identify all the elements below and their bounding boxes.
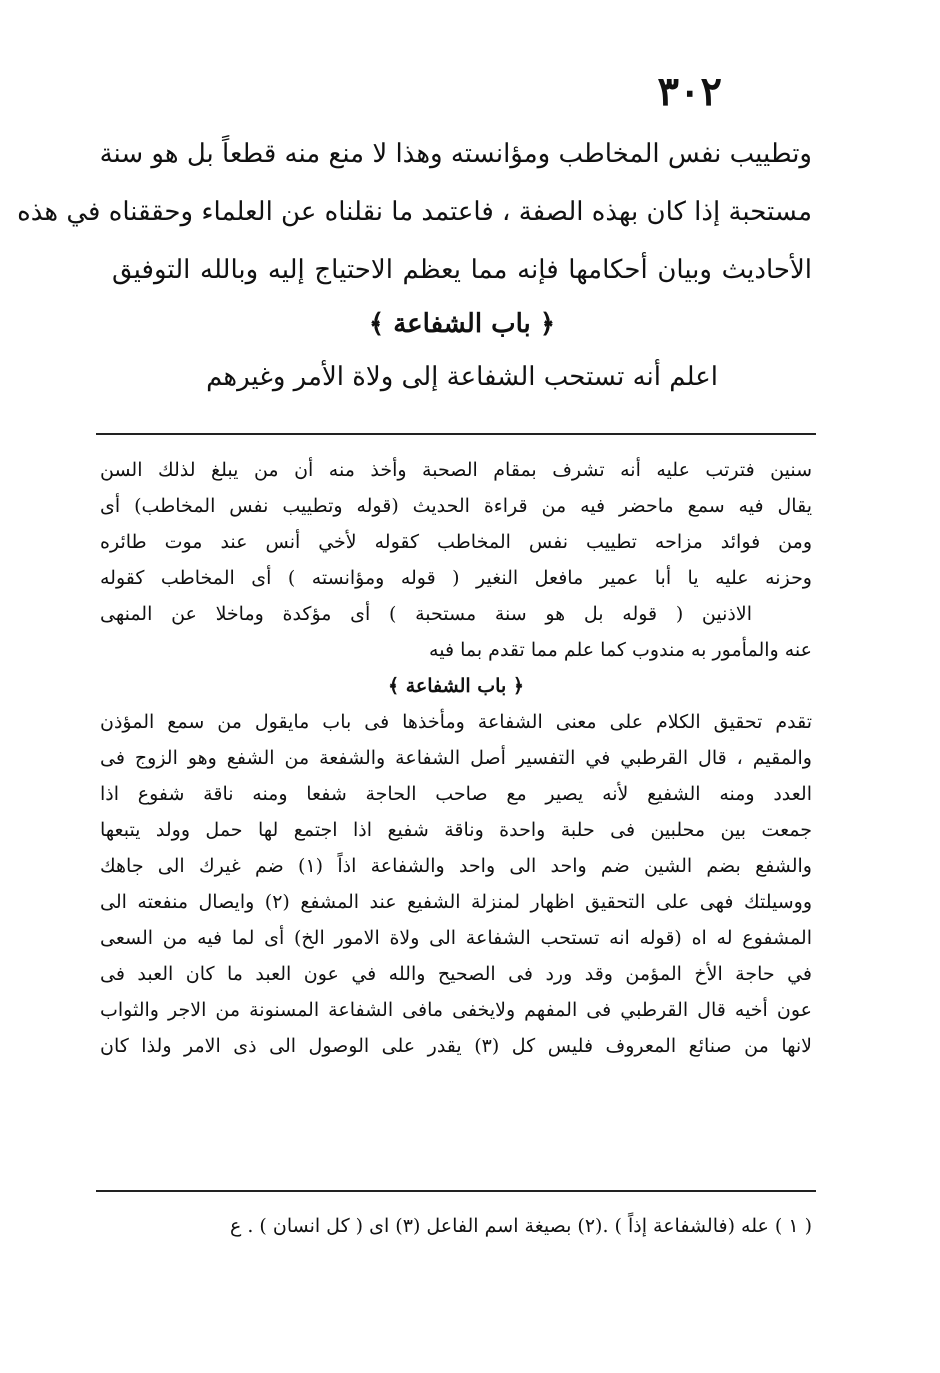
chapter-heading: ﴿ باب الشفاعة ﴾ — [368, 309, 556, 339]
chapter-subheading: اعلم أنه تستحب الشفاعة إلى ولاة الأمر وغيرهم — [206, 362, 718, 392]
commentary-line: المشفوع له اه (قوله انه تستحب الشفاعة الى ولاة الامور الخ) أى لما فيه من السعى — [100, 927, 812, 949]
commentary-line: عنه والمأمور به مندوب كما علم مما تقدم بما فيه — [429, 639, 812, 661]
main-text-line: مستحبة إذا كان بهذه الصفة ، فاعتمد ما نقلناه عن العلماء وحققناه في هذه — [17, 197, 812, 227]
page-number: ٣٠٢ — [657, 68, 722, 115]
commentary-heading: ﴿ باب الشفاعة ﴾ — [387, 675, 524, 697]
commentary-line: يقال فيه سمع ماحضر فيه من قراءة الحديث (قوله وتطييب نفس المخاطب) أى — [100, 495, 812, 517]
commentary-line: وحزنه عليه يا أبا عمير مافعل النغير ( قوله ومؤانسته ) أى المخاطب كقوله — [100, 567, 812, 589]
divider-bottom — [96, 1190, 816, 1192]
main-text-line: وتطييب نفس المخاطب ومؤانسته وهذا لا منع منه قطعاً بل هو سنة — [99, 139, 812, 169]
commentary-line: جمعت بين محلبين فى حلبة واحدة وناقة شفيع اذا اجتمع لها حمل وولد يتبعها — [100, 819, 812, 841]
commentary-line: في حاجة الأخ المؤمن وقد ورد فى الصحيح والله في عون العبد ما كان العبد فى — [100, 963, 812, 985]
commentary-line: والمقيم ، قال القرطبي في التفسير أصل الشفاعة والشفعة من الشفع وهو الزوج فى — [100, 747, 812, 769]
footnote: ( ١ ) عله (فالشفاعة إذاً ) .(٢) بصيغة اسم الفاعل (٣) اى ( كل انسان ) . ع — [229, 1215, 812, 1237]
commentary-line: الاذنين ( قوله بل هو سنة مستحبة ) أى مؤكدة وماخلا عن المنهى — [100, 603, 752, 625]
commentary-line: ووسيلتك فهى على التحقيق اظهار لمنزلة الشفيع عند المشفع (٢) وايصال منفعته الى — [100, 891, 812, 913]
commentary-line: سنين فترتب عليه أنه تشرف بمقام الصحبة وأخذ منه أن من يبلغ لذلك السن — [100, 459, 812, 481]
divider-top — [96, 433, 816, 435]
commentary-line: والشفع بضم الشين ضم واحد الى واحد والشفاعة اذاً (١) ضم غيرك الى جاهك — [100, 855, 812, 877]
commentary-line: عون أخيه قال القرطبي فى المفهم ولايخفى مافى الشفاعة المسنونة من الاجر والثواب — [100, 999, 812, 1021]
commentary-line: لانها من صنائع المعروف فليس كل (٣) يقدر على الوصول الى ذى الامر ولذا كان — [100, 1035, 812, 1057]
commentary-line: ومن فوائد مزاحه تطييب نفس المخاطب كقوله لأخي أنس عند موت طائره — [100, 531, 812, 553]
main-text-line: الأحاديث وبيان أحكامها فإنه مما يعظم الاحتياج إليه وبالله التوفيق — [112, 255, 812, 285]
commentary-line: تقدم تحقيق الكلام على معنى الشفاعة ومأخذها فى باب مايقول من سمع المؤذن — [100, 711, 812, 733]
commentary-line: العدد ومنه الشفيع لأنه يصير مع صاحب الحاجة شفعا ومنه ناقة شفوع اذا — [100, 783, 812, 805]
main-text-block — [17, 125, 812, 405]
commentary-block — [100, 452, 812, 1064]
